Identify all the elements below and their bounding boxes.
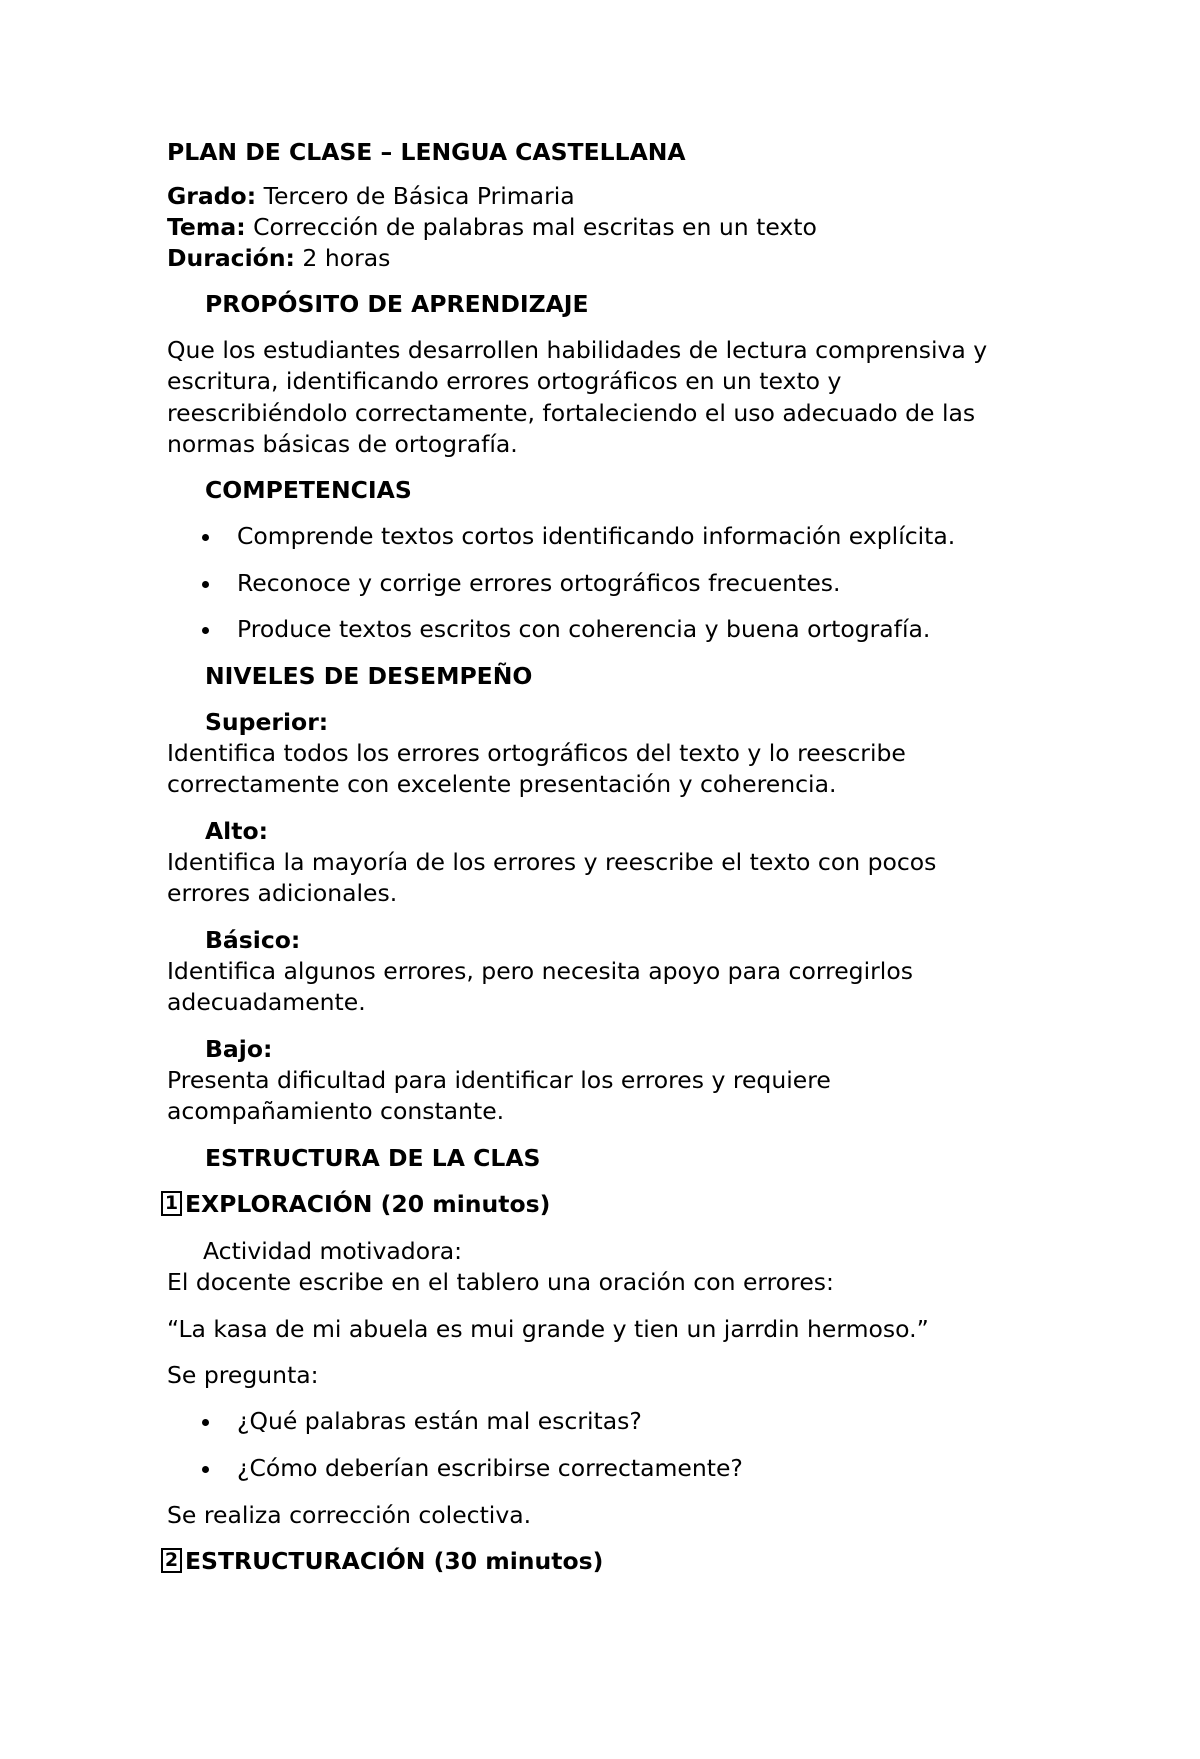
nivel-basico-label: Básico:: [205, 926, 301, 954]
pregunta-item: [167, 1452, 1067, 1484]
cierre-line: Se realiza corrección colectiva.: [167, 1501, 532, 1529]
proposito-heading: PROPÓSITO DE APRENDIZAJE: [205, 290, 589, 318]
bullet-icon: [202, 1419, 209, 1426]
duracion-label: Duración:: [167, 244, 295, 272]
nivel-alto-label: Alto:: [205, 817, 269, 845]
nivel-alto-line-1: Identifica la mayoría de los errores y reescribe el texto con pocos: [167, 848, 937, 876]
nivel-basico-line-2: adecuadamente.: [167, 988, 366, 1016]
bullet-icon: [202, 627, 209, 634]
grado-label: Grado:: [167, 182, 257, 210]
competencias-heading: COMPETENCIAS: [205, 476, 412, 504]
competencia-text: Comprende textos cortos identificando información explícita.: [237, 522, 956, 550]
document-title: PLAN DE CLASE – LENGUA CASTELLANA: [167, 138, 686, 166]
exploracion-title: EXPLORACIÓN (20 minutos): [185, 1190, 551, 1218]
nivel-bajo-line-2: acompañamiento constante.: [167, 1097, 505, 1125]
pregunta-text: ¿Cómo deberían escribirse correctamente?: [237, 1454, 743, 1482]
nivel-superior-line-1: Identifica todos los errores ortográficos del texto y lo reescribe: [167, 739, 906, 767]
duracion-line: [167, 242, 390, 274]
proposito-line-1: Que los estudiantes desarrollen habilidades de lectura comprensiva y: [167, 336, 988, 364]
actividad-label: Actividad motivadora:: [203, 1237, 463, 1265]
tema-line: [167, 211, 817, 243]
pregunta-item: [167, 1405, 1067, 1437]
bullet-icon: [202, 581, 209, 588]
docente-line: El docente escribe en el tablero una oración con errores:: [167, 1268, 834, 1296]
exploracion-heading: [161, 1188, 550, 1220]
grado-line: [167, 180, 575, 212]
nivel-bajo-line-1: Presenta dificultad para identificar los errores y requiere: [167, 1066, 831, 1094]
competencia-text: Produce textos escritos con coherencia y buena ortografía.: [237, 615, 931, 643]
nivel-alto-line-2: errores adicionales.: [167, 879, 398, 907]
competencia-item: [167, 567, 1067, 599]
competencia-item: [167, 613, 1067, 645]
oracion-errores: “La kasa de mi abuela es mui grande y tien un jarrdin hermoso.”: [167, 1315, 929, 1343]
bullet-icon: [202, 534, 209, 541]
pregunta-text: ¿Qué palabras están mal escritas?: [237, 1407, 642, 1435]
proposito-line-4: normas básicas de ortografía.: [167, 430, 518, 458]
competencia-item: [167, 520, 1067, 552]
grado-value: Tercero de Básica Primaria: [256, 182, 575, 210]
estructuracion-title: ESTRUCTURACIÓN (30 minutos): [185, 1547, 604, 1575]
nivel-basico-line-1: Identifica algunos errores, pero necesita apoyo para corregirlos: [167, 957, 913, 985]
estructuracion-heading: [161, 1545, 603, 1577]
niveles-heading: NIVELES DE DESEMPEÑO: [205, 662, 533, 690]
competencia-text: Reconoce y corrige errores ortográficos frecuentes.: [237, 569, 841, 597]
nivel-superior-line-2: correctamente con excelente presentación y coherencia.: [167, 770, 837, 798]
pregunta-label: Se pregunta:: [167, 1361, 319, 1389]
nivel-superior-label: Superior:: [205, 708, 329, 736]
number-two-icon: 2: [161, 1548, 182, 1573]
tema-value: Corrección de palabras mal escritas en un texto: [245, 213, 817, 241]
proposito-line-3: reescribiéndolo correctamente, fortaleciendo el uso adecuado de las: [167, 399, 976, 427]
bullet-icon: [202, 1466, 209, 1473]
tema-label: Tema:: [167, 213, 246, 241]
nivel-bajo-label: Bajo:: [205, 1035, 273, 1063]
proposito-line-2: escritura, identificando errores ortográficos en un texto y: [167, 367, 842, 395]
estructura-heading: ESTRUCTURA DE LA CLAS: [205, 1144, 541, 1172]
number-one-icon: 1: [161, 1191, 182, 1216]
duracion-value: 2 horas: [294, 244, 391, 272]
